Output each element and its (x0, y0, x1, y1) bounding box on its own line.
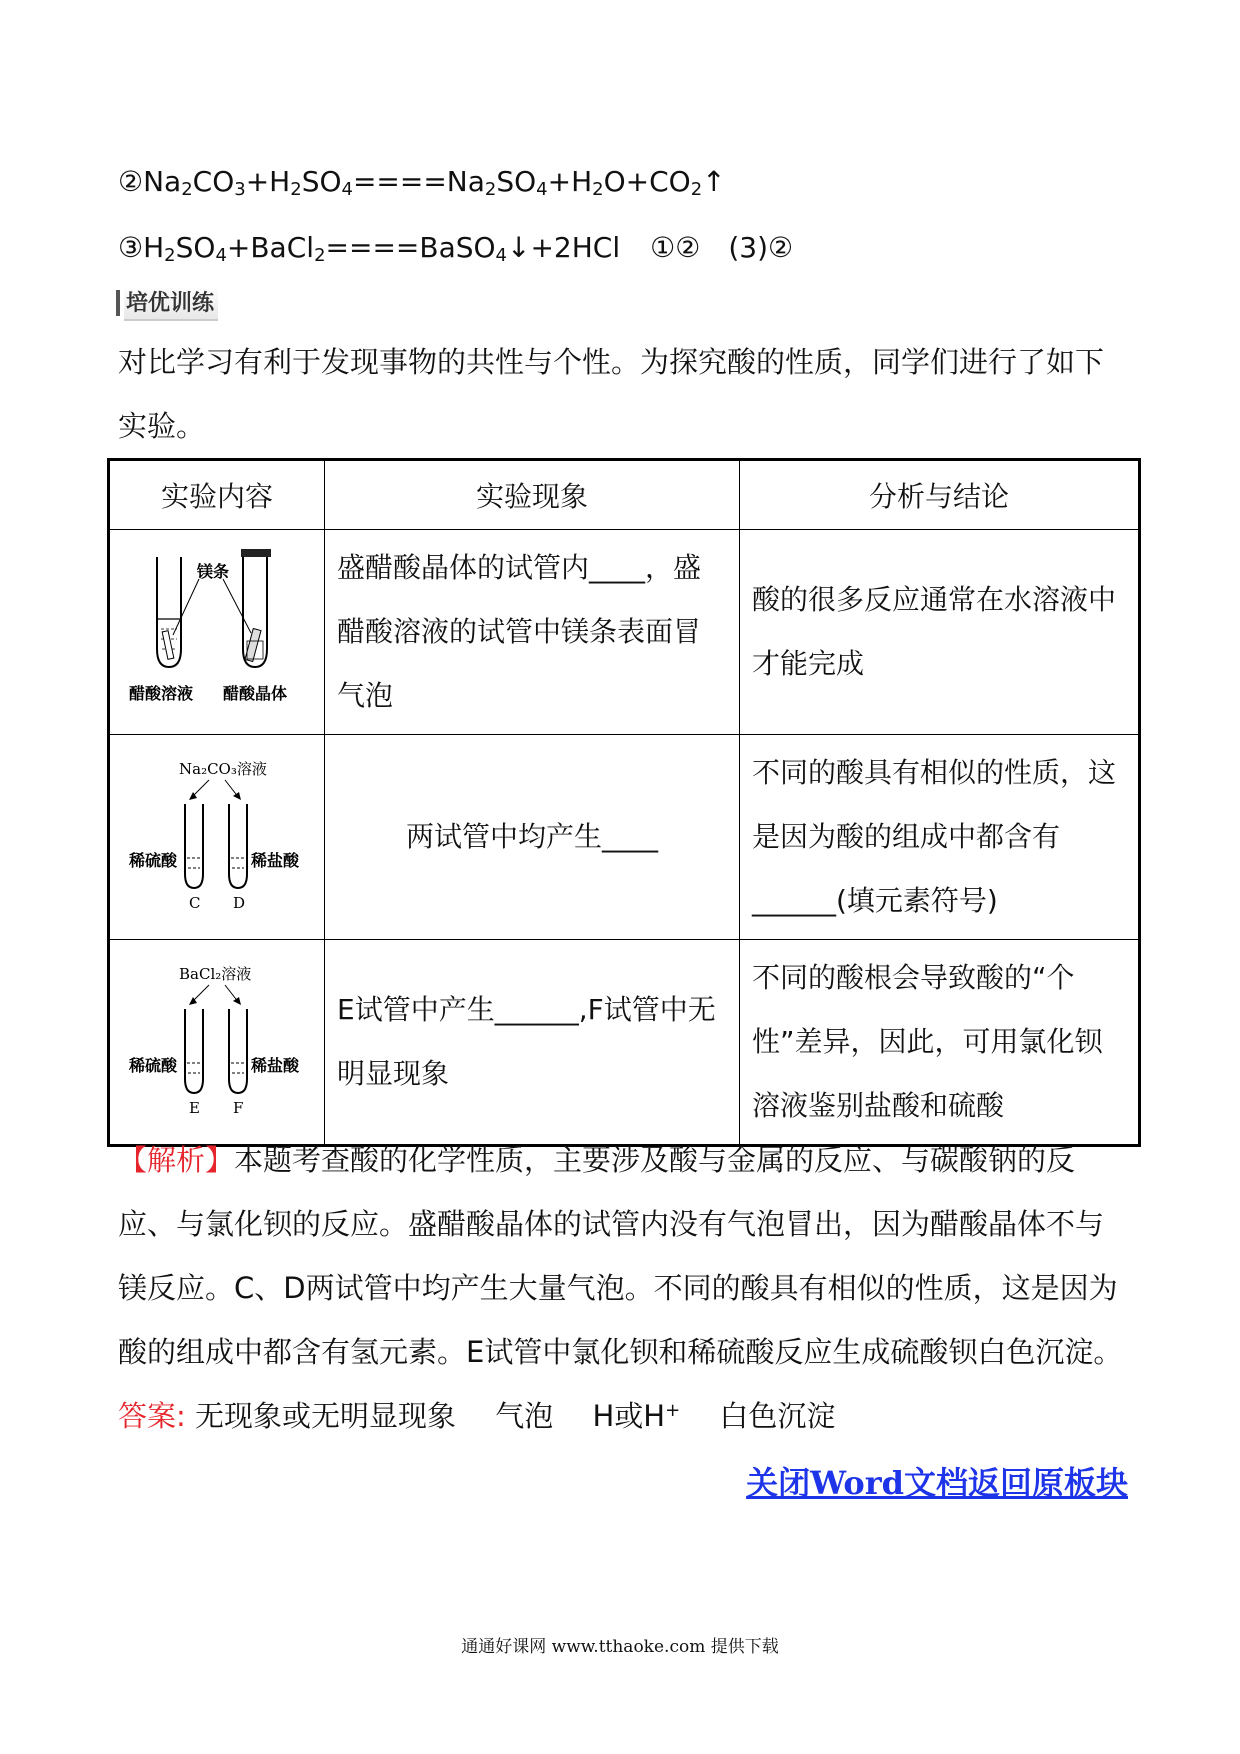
header-content: 实验内容 (109, 460, 325, 530)
answer-item: 无现象或无明显现象 (195, 1399, 457, 1433)
figure-cell (109, 530, 325, 735)
table-row (109, 940, 1140, 1146)
eq3-answers: ①② (3)② (650, 231, 794, 264)
header-phenomenon: 实验现象 (325, 460, 740, 530)
tube-f-label: F (233, 1098, 244, 1117)
tube-c-label: C (189, 893, 201, 912)
figure-cell (109, 735, 325, 940)
magnesium-test-tubes-figure (127, 549, 307, 709)
analysis-tag: 【解析】 (118, 1143, 235, 1177)
answer-line (118, 1384, 835, 1448)
header-conclusion: 分析与结论 (740, 460, 1140, 530)
dilute-hydrochloric-label: 稀盐酸 (251, 850, 300, 870)
figure-cell (109, 940, 325, 1146)
dilute-sulfuric-label: 稀硫酸 (129, 850, 178, 870)
experiment-table (107, 458, 1141, 1147)
answer-item: 白色沉淀 (719, 1399, 836, 1433)
dilute-sulfuric-label: 稀硫酸 (129, 1055, 178, 1075)
magnesium-label: 镁条 (197, 561, 230, 581)
barium-chloride-test-tubes-figure (127, 959, 307, 1119)
answer-tag: 答案: (118, 1399, 186, 1433)
table-row (109, 530, 1140, 735)
table-row (109, 735, 1140, 940)
reagent-label: BaCl₂溶液 (179, 964, 252, 983)
section-label: 培优训练 (116, 288, 218, 318)
equation-3: $③H_2SO_4+BaCl_2====BaSO_4↓+2HCl$ ①② (3)② (118, 231, 794, 266)
conclusion-cell: 不同的酸具有相似的性质，这是因为酸的组成中都含有______(填元素符号) (740, 735, 1140, 940)
conclusion-cell: 不同的酸根会导致酸的“个性”差异，因此，可用氯化钡溶液鉴别盐酸和硫酸 (740, 940, 1140, 1146)
conclusion-cell: 酸的很多反应通常在水溶液中才能完成 (740, 530, 1140, 735)
tube-d-label: D (233, 893, 246, 912)
phenomenon-cell: 盛醋酸晶体的试管内____，盛醋酸溶液的试管中镁条表面冒气泡 (325, 530, 740, 735)
answer-item: H或H+ (592, 1399, 681, 1433)
question-text: 对比学习有利于发现事物的共性与个性。为探究酸的性质，同学们进行了如下实验。 (118, 345, 1105, 443)
reagent-label: Na₂CO₃溶液 (179, 759, 267, 778)
phenomenon-cell: E试管中产生______,F试管中无明显现象 (325, 940, 740, 1146)
tube-e-label: E (189, 1098, 200, 1117)
table-header-row (109, 460, 1140, 530)
label-bar-icon (116, 290, 120, 316)
analysis-paragraph (118, 1128, 1128, 1384)
acetic-crystal-label: 醋酸晶体 (223, 683, 288, 703)
close-word-document-link[interactable]: 关闭Word文档返回原板块 (746, 1464, 1128, 1502)
sodium-carbonate-test-tubes-figure (127, 754, 307, 914)
analysis-text: 本题考查酸的化学性质，主要涉及酸与金属的反应、与碳酸钠的反应、与氯化钡的反应。盛醋酸晶体的试管内没有气泡冒出，因为醋酸晶体不与镁反应。C、D两试管中均产生大量气泡。不同的酸具有相似的性质，这是因为酸的组成中都含有氢元素。E试管中氯化钡和稀硫酸反应生成硫酸钡白色沉淀。 (118, 1143, 1123, 1369)
acetic-solution-label: 醋酸溶液 (129, 683, 194, 703)
dilute-hydrochloric-label: 稀盐酸 (251, 1055, 300, 1075)
answer-item: 气泡 (495, 1399, 554, 1433)
equation-2: $②Na_2CO_3+H_2SO_4====Na_2SO_4+H_2O+CO_2↑$ (118, 165, 726, 200)
phenomenon-cell: 两试管中均产生____ (325, 735, 740, 940)
page-footer: 通通好课网 www.tthaoke.com 提供下载 (461, 1637, 779, 1657)
